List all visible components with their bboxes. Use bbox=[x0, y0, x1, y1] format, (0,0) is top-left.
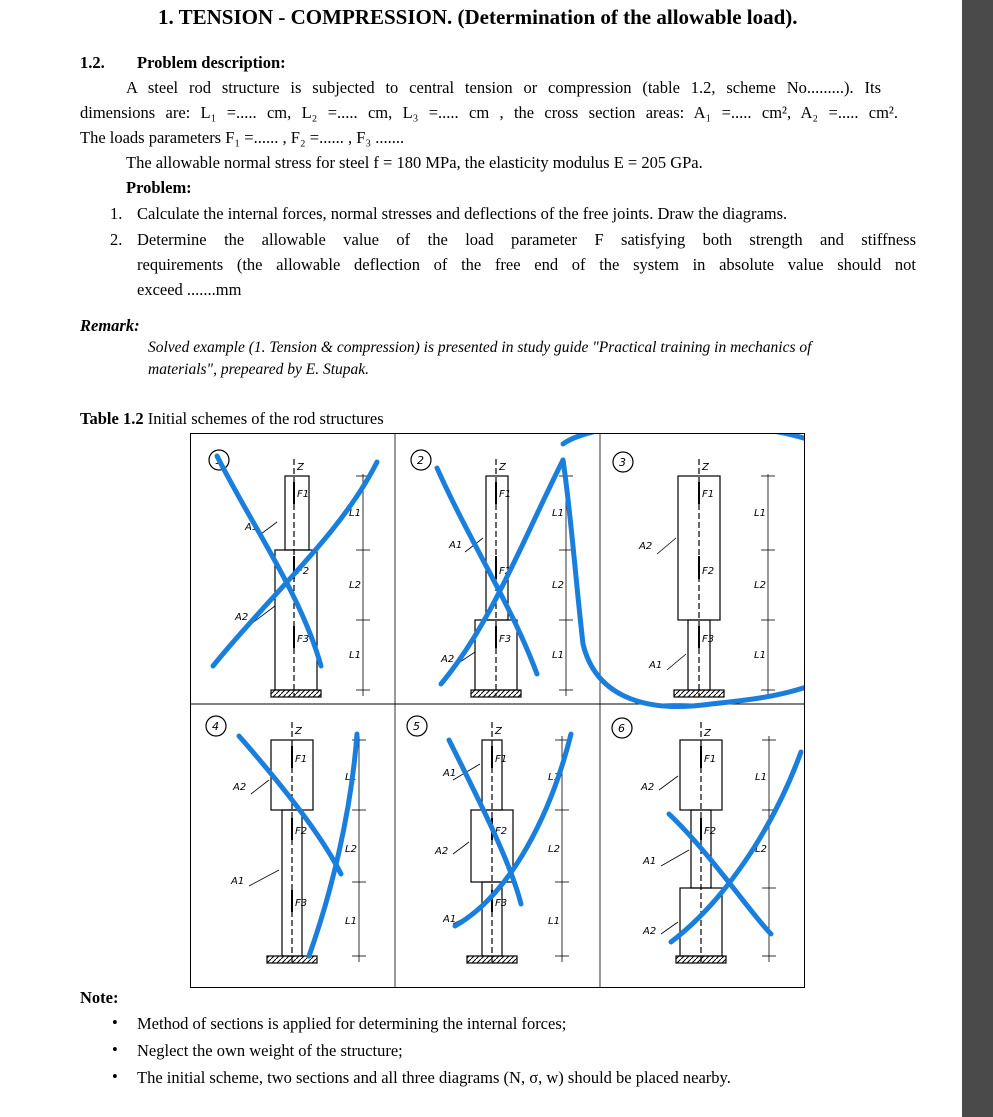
scheme-3-label-l2: L2 bbox=[754, 580, 766, 591]
description-line-4: The allowable normal stress for steel f = 180 MPa, the elasticity modulus E = 205 GPa. bbox=[126, 153, 703, 172]
scheme-3-label-f1: F1 bbox=[702, 489, 715, 500]
bullet-dot: • bbox=[112, 1067, 118, 1086]
scheme-1-label-f3: F3 bbox=[297, 634, 310, 645]
scheme-2-label-l1: L1 bbox=[552, 508, 564, 519]
scheme-1-label-l2: L2 bbox=[349, 580, 361, 591]
scheme-2-label-f3: F3 bbox=[499, 634, 512, 645]
scheme-6-label-a2-bottom: A2 bbox=[643, 926, 657, 937]
rod-schemes-drawing bbox=[191, 434, 804, 987]
scheme-5-label-l3: L1 bbox=[548, 916, 560, 927]
scheme-2-label-f1: F1 bbox=[499, 489, 512, 500]
scheme-5-support bbox=[467, 956, 517, 963]
bullet-dot: • bbox=[112, 1013, 118, 1032]
scheme-4-label-z: Z bbox=[295, 726, 302, 737]
scheme-3-number: 3 bbox=[619, 456, 626, 469]
scheme-3-label-z: Z bbox=[702, 462, 709, 473]
scheme-5-label-l2: L2 bbox=[548, 844, 560, 855]
scheme-3-label-a2: A2 bbox=[639, 541, 653, 552]
scheme-4-label-a1: A1 bbox=[231, 876, 245, 887]
scheme-5-label-a1-bottom: A1 bbox=[443, 914, 457, 925]
scheme-4-label-f1: F1 bbox=[295, 754, 308, 765]
scheme-3-label-f3: F3 bbox=[702, 634, 715, 645]
remark-line-2: materials", prepeared by E. Stupak. bbox=[148, 361, 370, 378]
scheme-4-label-l2: L2 bbox=[345, 844, 357, 855]
scheme-6-label-z: Z bbox=[704, 728, 711, 739]
scheme-6-number: 6 bbox=[618, 722, 625, 735]
description-line-2: dimensions are: L₁ =..... cm, L₂ =..... cm, L₃ =..... cm , the cross section areas: A₁ =..... cm², A₂ =..... cm². bbox=[80, 103, 898, 122]
scheme-1-label-l3: L1 bbox=[349, 650, 361, 661]
scheme-3-support bbox=[674, 690, 724, 697]
scheme-2-support bbox=[471, 690, 521, 697]
page-title: 1. TENSION - COMPRESSION. (Determination of the allowable load). bbox=[158, 5, 798, 29]
scheme-5 bbox=[407, 716, 569, 963]
scheme-1-label-l1: L1 bbox=[349, 508, 361, 519]
scheme-2-label-l2: L2 bbox=[552, 580, 564, 591]
cross-out-scheme-6 bbox=[669, 814, 771, 934]
scheme-1-segment-top bbox=[285, 476, 309, 550]
scheme-2-number: 2 bbox=[417, 454, 424, 467]
table-caption bbox=[80, 409, 384, 429]
scheme-6-label-a1: A1 bbox=[643, 856, 657, 867]
scheme-1-label-z: Z bbox=[297, 462, 304, 473]
cross-out-scheme-5 bbox=[449, 740, 521, 904]
scheme-4-label-l3: L1 bbox=[345, 916, 357, 927]
scheme-6-support bbox=[676, 956, 726, 963]
scheme-2-label-z: Z bbox=[499, 462, 506, 473]
scheme-6-label-l1: L1 bbox=[755, 772, 767, 783]
scheme-5-label-f3: F3 bbox=[495, 898, 508, 909]
problem-item-1-number: 1. bbox=[110, 204, 123, 223]
description-line-1: A steel rod structure is subjected to central tension or compression (table 1.2, scheme No.........). Its bbox=[126, 78, 881, 97]
scheme-1-support bbox=[271, 690, 321, 697]
scheme-1-label-f1: F1 bbox=[297, 489, 310, 500]
note-bullet-2: Neglect the own weight of the structure; bbox=[137, 1041, 403, 1060]
scheme-1-label-f2: F2 bbox=[297, 566, 310, 577]
scheme-6-label-l2: L2 bbox=[755, 844, 767, 855]
scheme-3-label-a1: A1 bbox=[649, 660, 663, 671]
scheme-4-label-f2: F2 bbox=[295, 826, 308, 837]
scheme-1-label-a1: A1 bbox=[245, 522, 259, 533]
scheme-1-number: 1 bbox=[215, 454, 222, 467]
note-bullet-1: Method of sections is applied for determining the internal forces; bbox=[137, 1014, 567, 1033]
scheme-3 bbox=[613, 452, 775, 697]
problem-item-1-text: Calculate the internal forces, normal stresses and deflections of the free joints. Draw the diagrams. bbox=[137, 204, 788, 223]
scheme-6-label-a2-top: A2 bbox=[641, 782, 655, 793]
scheme-3-label-l1: L1 bbox=[754, 508, 766, 519]
scheme-5-label-a1-top: A1 bbox=[443, 768, 457, 779]
scheme-1-label-a2: A2 bbox=[235, 612, 249, 623]
scheme-5-label-l1: L1 bbox=[548, 772, 560, 783]
scheme-5-label-f2: F2 bbox=[495, 826, 508, 837]
remark-label: Remark: bbox=[80, 316, 140, 335]
section-heading: Problem description: bbox=[137, 53, 286, 72]
cross-out-scheme-4 bbox=[239, 736, 341, 874]
problem-item-2-line-2: requirements (the allowable deflection of the free end of the system in absolute value should not bbox=[137, 255, 916, 274]
table-caption-number: Table 1.2 bbox=[80, 409, 144, 428]
note-bullet-3: The initial scheme, two sections and all three diagrams (N, σ, w) should be placed nearby. bbox=[137, 1068, 731, 1087]
scheme-5-label-z: Z bbox=[495, 726, 502, 737]
scheme-4-label-l1: L1 bbox=[345, 772, 357, 783]
scheme-4-label-a2: A2 bbox=[233, 782, 247, 793]
scheme-5-label-a2: A2 bbox=[435, 846, 449, 857]
vertical-scrollbar[interactable] bbox=[962, 0, 993, 1117]
problem-item-2-number: 2. bbox=[110, 230, 123, 249]
problem-label: Problem: bbox=[126, 178, 192, 197]
bullet-dot: • bbox=[112, 1040, 118, 1059]
scheme-2-label-a1: A1 bbox=[449, 540, 463, 551]
scheme-4-label-f3: F3 bbox=[295, 898, 308, 909]
scheme-4-number: 4 bbox=[212, 720, 219, 733]
section-number: 1.2. bbox=[80, 53, 105, 72]
scheme-3-label-f2: F2 bbox=[702, 566, 715, 577]
scheme-6-label-f2: F2 bbox=[704, 826, 717, 837]
scheme-3-label-l3: L1 bbox=[754, 650, 766, 661]
remark-line-1: Solved example (1. Tension & compression) is presented in study guide "Practical training in mechanics of bbox=[148, 339, 812, 356]
scheme-2-label-a2: A2 bbox=[441, 654, 455, 665]
scheme-5-label-f1: F1 bbox=[495, 754, 508, 765]
description-line-3: The loads parameters F₁ =...... , F₂ =...... , F₃ ....... bbox=[80, 128, 405, 147]
rod-schemes-figure bbox=[190, 433, 805, 988]
scheme-5-number: 5 bbox=[413, 720, 420, 733]
cross-out-scheme-2 bbox=[437, 468, 537, 674]
scheme-2-label-f2: F2 bbox=[499, 566, 512, 577]
scheme-6-label-f1: F1 bbox=[704, 754, 717, 765]
problem-item-2-line-1: Determine the allowable value of the load parameter F satisfying both strength and stiffness bbox=[137, 230, 916, 249]
table-caption-text: Initial schemes of the rod structures bbox=[147, 409, 384, 428]
scheme-2-label-l3: L1 bbox=[552, 650, 564, 661]
problem-item-2-line-3: exceed .......mm bbox=[137, 280, 242, 299]
note-label: Note: bbox=[80, 988, 119, 1007]
